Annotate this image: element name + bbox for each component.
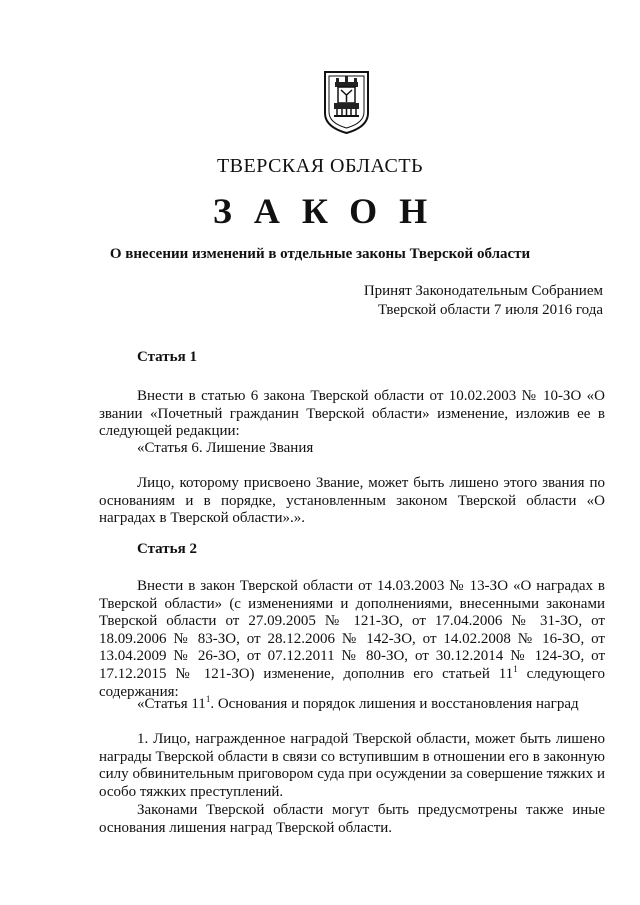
article-2-paragraph-1 — [99, 578, 605, 701]
superscript: 1 — [205, 694, 211, 704]
adoption-line-1: Принят Законодательным Собранием — [363, 283, 603, 299]
region-name: ТВЕРСКАЯ ОБЛАСТЬ — [216, 155, 424, 177]
article-2-quote-heading — [137, 696, 579, 713]
quote-heading-rest: . Основания и порядок лишения и восстановления наград — [210, 696, 579, 712]
article-2-heading: Статья 2 — [137, 541, 197, 557]
adoption-note — [364, 282, 603, 320]
coat-of-arms-icon — [321, 69, 372, 135]
article-2-paragraph-2: 1. Лицо, награжденное наградой Тверской области, может быть лишено награды Тверской области в связи со вступившим в отношении его в законную силу обвинительным приговором суда при осуждении за совершение тяжких и особо тяжких преступлений. — [99, 731, 605, 800]
article-2-paragraph-3: Законами Тверской области могут быть предусмотрены также иные основания лишения наград Тверской области. — [99, 802, 605, 836]
article-1-heading: Статья 1 — [137, 349, 197, 365]
article-1-paragraph-1: Внести в статью 6 закона Тверской области от 10.02.2003 № 10-ЗО «О звании «Почетный гражданин Тверской области» изменение, изложив ее в следующей редакции: — [99, 388, 605, 440]
article-2-paragraph-1-text: Внести в закон Тверской области от 14.03.2003 № 13-ЗО «О наградах в Тверской области» (с изменениями и дополнениями, внесенными законами Тверской области от 27.09.2005 № 121-ЗО, от 17.04.2006 № 31-ЗО, от 18.09.2006 № 83-ЗО, от 28.12.2006 № 142-ЗО, от 14.02.2008 № 16-ЗО, от 13.04.2009 № 26-ЗО, от 07.12.2011 № 80-ЗО, от 30.12.2014 № 124-ЗО, от 17.12.2015 № 121-ЗО) изменение, дополнив его статьей 11 — [99, 578, 605, 682]
quote-heading-text: «Статья 11 — [137, 696, 206, 712]
adoption-line-2: Тверской области 7 июля 2016 года — [377, 302, 603, 318]
article-1-quote-heading: «Статья 6. Лишение Звания — [137, 440, 314, 456]
article-2-paragraph-1-end: следующего содержания: — [99, 665, 605, 700]
document-title: ЗАКОН — [212, 191, 450, 231]
article-1-paragraph-2: Лицо, которому присвоено Звание, может быть лишено этого звания по основаниям и в порядке, установленным законом Тверской области «О наградах в Тверской области».». — [99, 475, 605, 527]
document-subtitle: О внесении изменений в отдельные законы Тверской области — [109, 246, 531, 262]
superscript: 1 — [513, 663, 518, 674]
